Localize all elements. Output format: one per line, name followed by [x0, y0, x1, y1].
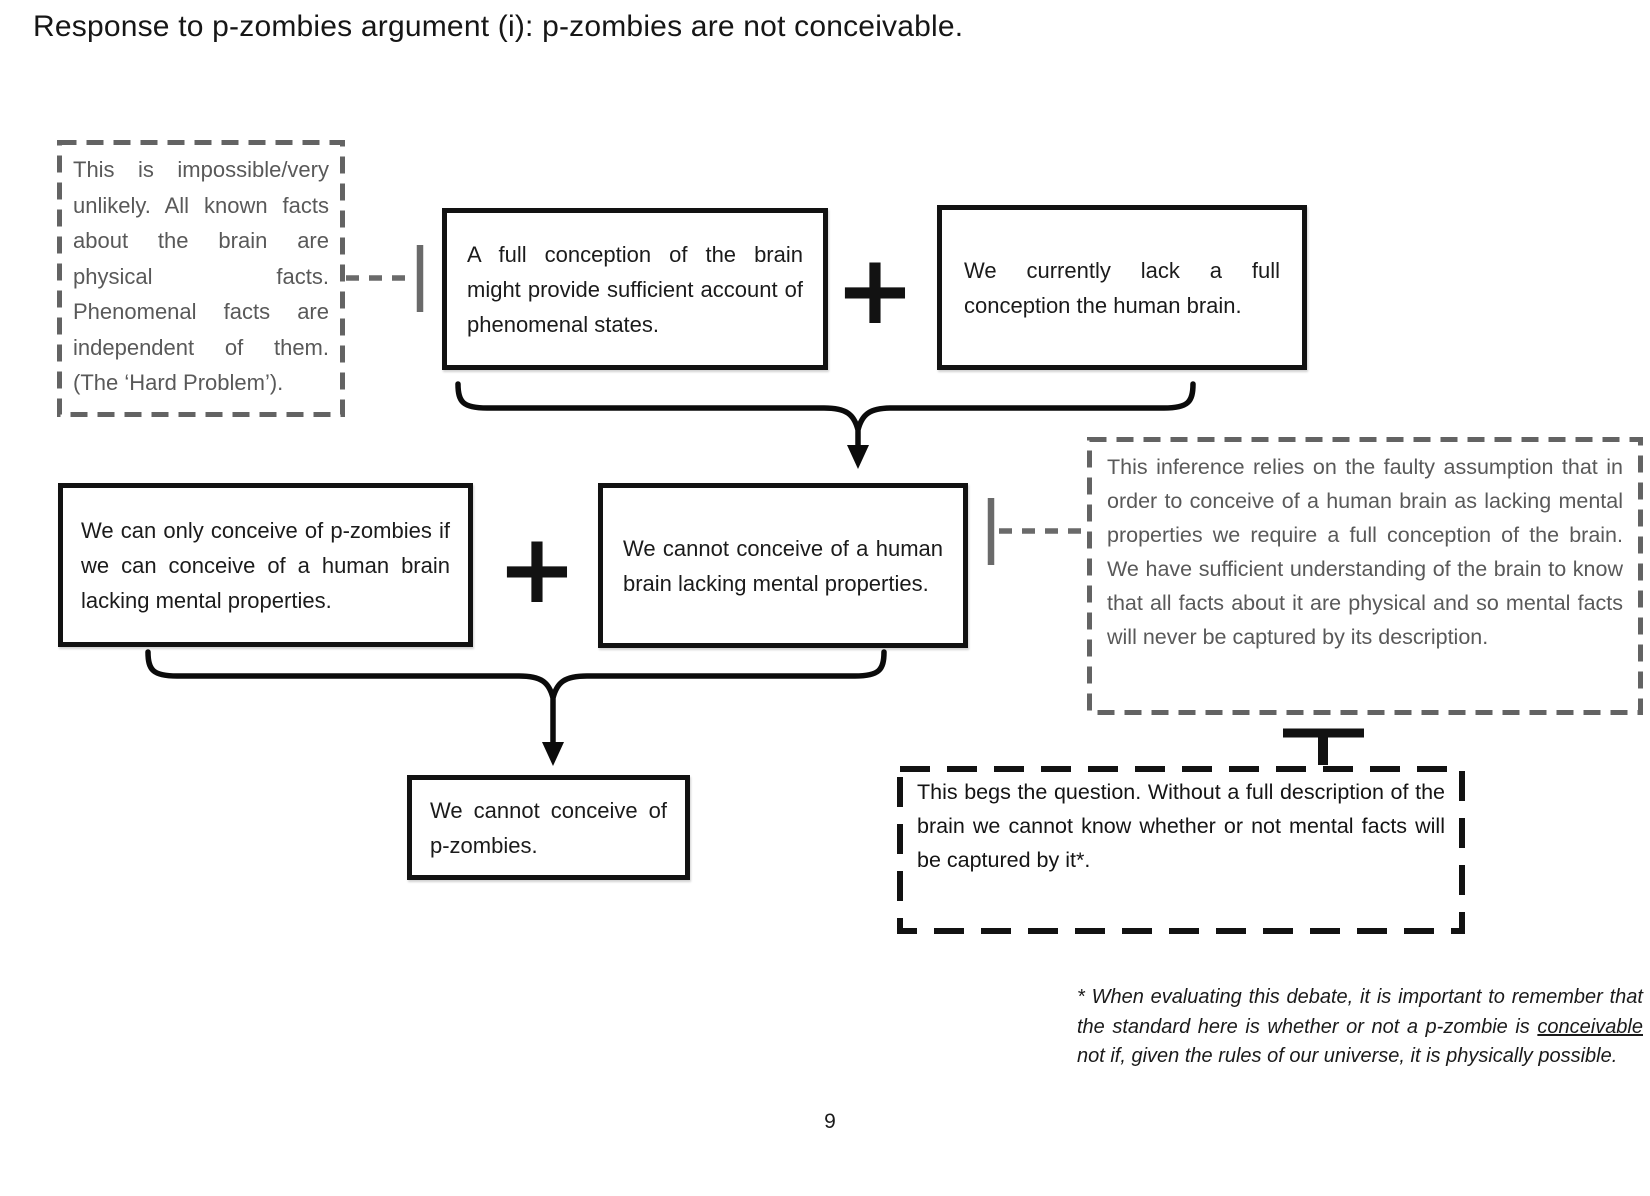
conclusion-box	[407, 775, 690, 880]
arrow-down-icon	[847, 445, 869, 469]
note-begs-question	[897, 766, 1465, 934]
plus-operator-icon: +	[834, 234, 916, 346]
premise-cannot-conceive-brain	[598, 483, 968, 648]
page-number: 9	[824, 1110, 836, 1133]
footnote-underlined-word: conceivable	[1537, 1015, 1643, 1038]
premise-cannot-conceive-brain-text: We cannot conceive of a human brain lacking mental properties.	[623, 535, 943, 596]
premise-lack-conception	[937, 205, 1307, 370]
footnote	[1077, 983, 1643, 1072]
arrow-down-icon	[542, 742, 564, 766]
footnote-text-after: not if, given the rules of our universe, it is physically possible.	[1077, 1045, 1618, 1067]
note-hard-problem	[57, 140, 345, 417]
note-faulty-assumption	[1087, 437, 1643, 715]
brace-top	[458, 384, 1193, 449]
footnote-text-before: * When evaluating this debate, it is important to remember that the standard here is whether or not a p-zombie is	[1077, 986, 1643, 1038]
plus-operator-icon: +	[496, 513, 578, 625]
note-faulty-assumption-text: This inference relies on the faulty assumption that in order to conceive of a human brain as lacking mental properties we require a full conception of the brain. We have sufficient understanding of the brain to know that all facts about it are physical and so mental facts will never be captured by its description.	[1107, 455, 1623, 649]
page-title: Response to p-zombies argument (i): p-zombies are not conceivable.	[33, 10, 964, 43]
note-begs-question-text: This begs the question. Without a full description of the brain we cannot know whether or not mental facts will be captured by it*.	[917, 780, 1445, 872]
premise-full-conception	[442, 208, 828, 370]
premise-conceive-only-if	[58, 483, 473, 647]
conclusion-text: We cannot conceive of p-zombies.	[430, 797, 667, 858]
premise-full-conception-text: A full conception of the brain might provide sufficient account of phenomenal states.	[467, 241, 803, 337]
premise-lack-conception-text: We currently lack a full conception the human brain.	[964, 257, 1280, 318]
premise-conceive-only-if-text: We can only conceive of p-zombies if we can conceive of a human brain lacking mental properties.	[81, 517, 450, 613]
note-hard-problem-text: This is impossible/very unlikely. All known facts about the brain are physical facts. Phenomenal facts are independent of them. (The ‘Hard Problem’).	[73, 157, 329, 395]
brace-bottom	[148, 652, 884, 745]
